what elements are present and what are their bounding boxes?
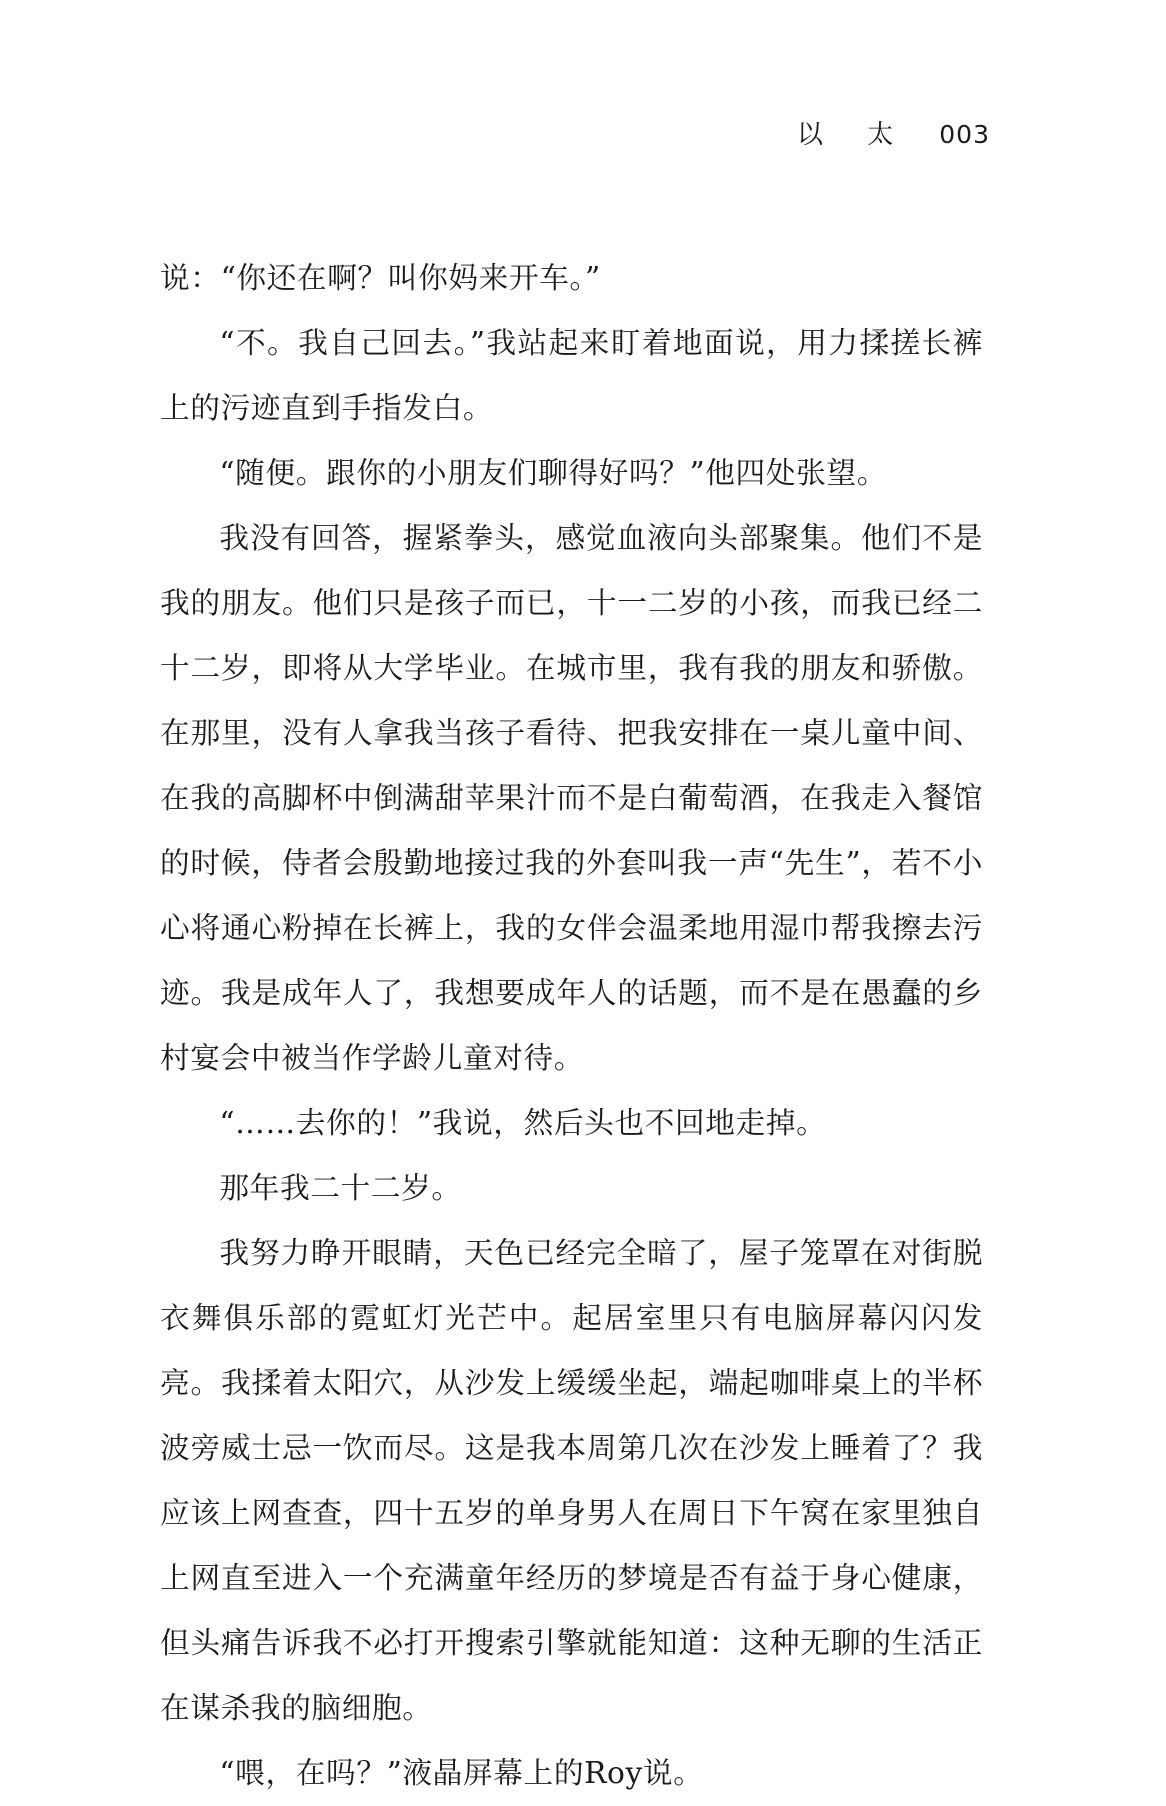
paragraph: “随便。跟你的小朋友们聊得好吗？”他四处张望。 — [219, 456, 887, 491]
running-head — [797, 122, 990, 148]
paragraph: 我努力睁开眼睛，天色已经完全暗了，屋子笼罩在对街脱衣舞俱乐部的霓虹灯光芒中。起居室里只有电脑屏幕闪闪发亮。我揉着太阳穴，从沙发上缓缓坐起，端起咖啡桌上的半杯波旁威士忌一饮而尽。这是我本周第几次在沙发上睡着了？我应该上网查查，四十五岁的单身男人在周日下午窝在家里独自上网直至进入一个充满童年经历的梦境是否有益于身心健康，但头痛告诉我不必打开搜索引擎就能知道：这种无聊的生活正在谋杀我的脑细胞。 — [160, 1236, 983, 1726]
paragraph: “喂，在吗？”液晶屏幕上的Roy说。 — [219, 1756, 704, 1791]
paragraph: 那年我二十二岁。 — [219, 1171, 462, 1206]
paragraph: 我没有回答，握紧拳头，感觉血液向头部聚集。他们不是我的朋友。他们只是孩子而已，十一二岁的小孩，而我已经二十二岁，即将从大学毕业。在城市里，我有我的朋友和骄傲。在那里，没有人拿我当孩子看待、把我安排在一桌儿童中间、在我的高脚杯中倒满甜苹果汁而不是白葡萄酒，在我走入餐馆的时候，侍者会殷勤地接过我的外套叫我一声“先生”，若不小心将通心粉掉在长裤上，我的女伴会温柔地用湿巾帮我擦去污迹。我是成年人了，我想要成年人的话题，而不是在愚蠢的乡村宴会中被当作学龄儿童对待。 — [160, 521, 983, 1076]
paragraph: “……去你的！”我说，然后头也不回地走掉。 — [219, 1106, 827, 1141]
page-number: 003 — [939, 120, 990, 149]
body-text — [160, 246, 983, 1806]
chapter-title: 以 太 — [797, 120, 912, 150]
paragraph: “不。我自己回去。”我站起来盯着地面说，用力揉搓长裤上的污迹直到手指发白。 — [160, 326, 983, 426]
paragraph: 说：“你还在啊？叫你妈来开车。” — [160, 261, 601, 296]
